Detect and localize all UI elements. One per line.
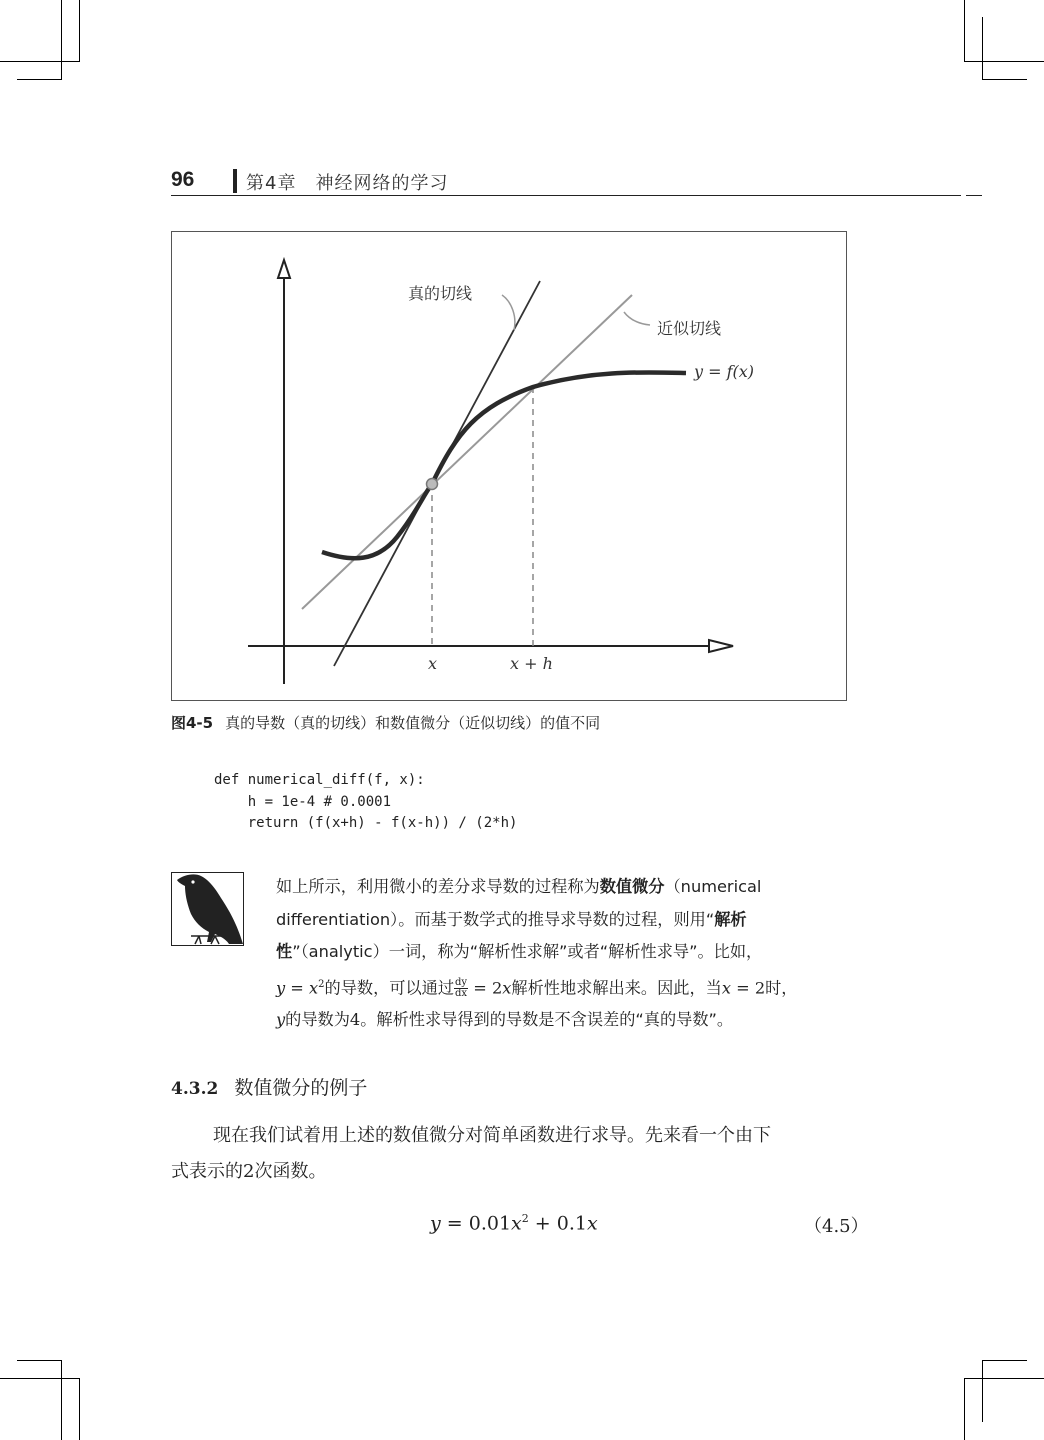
figure-4-5 <box>171 231 847 701</box>
approx-tangent-label: 近似切线 <box>657 319 722 338</box>
fraction-denominator: dx <box>455 987 468 999</box>
body-paragraph <box>171 1118 851 1190</box>
tick-label-x: x <box>428 654 438 673</box>
math: + 0.1 <box>528 1212 587 1235</box>
code-block <box>214 770 517 835</box>
crop-mark <box>17 79 62 80</box>
bold-term: 解析 <box>714 909 747 929</box>
text-run: 的导数为 <box>285 1010 350 1030</box>
math: = <box>285 977 310 997</box>
header-rule <box>171 195 961 196</box>
code-line: h = 1e-4 # 0.0001 <box>214 793 392 810</box>
text-run: 时， <box>765 977 798 997</box>
section-heading <box>171 1073 367 1100</box>
crop-mark <box>0 61 79 62</box>
math: x <box>721 977 731 997</box>
header-rule-end <box>966 195 982 196</box>
function-curve <box>322 372 686 558</box>
caption-text: 真的导数（真的切线）和数值微分（近似切线）的值不同 <box>225 714 601 732</box>
section-title: 数值微分的例子 <box>234 1077 368 1099</box>
equation-4-5 <box>430 1212 598 1234</box>
bold-term: 性 <box>276 942 293 961</box>
math: = 2 <box>468 977 503 997</box>
math: x <box>586 1212 598 1235</box>
body-line: 式表示的2次函数。 <box>171 1161 327 1182</box>
crop-mark <box>982 1360 1027 1361</box>
text-run: 如上所示，利用微小的差分求导数的过程称为 <box>276 877 600 896</box>
math: 4 <box>349 1010 361 1030</box>
crop-mark <box>61 1360 62 1440</box>
header-bar <box>233 169 237 193</box>
math: = 2 <box>730 977 766 997</box>
note-line <box>276 936 848 969</box>
crop-mark <box>964 0 965 62</box>
function-label: y = f(x) <box>694 362 755 381</box>
crop-mark <box>964 1378 965 1440</box>
text-run: 。解析性求导得到的导数是不含误差的“真的导数”。 <box>360 1010 734 1030</box>
crop-mark <box>982 17 983 79</box>
math: y <box>276 1010 286 1030</box>
note-line <box>276 969 848 1005</box>
crop-mark <box>17 1360 62 1361</box>
text-run: （numerical <box>664 877 762 896</box>
math: y <box>430 1212 441 1235</box>
text-run: 解析性地求解出来。因此，当 <box>511 977 722 997</box>
x-axis-arrow <box>709 640 733 652</box>
crop-mark <box>61 0 62 79</box>
note-line <box>276 1004 848 1037</box>
chapter-title: 第4章 神经网络的学习 <box>246 173 449 194</box>
true-tangent-label: 真的切线 <box>408 284 473 303</box>
math-exponent: 2 <box>521 1212 529 1225</box>
crow-note-icon <box>171 870 245 948</box>
fraction <box>454 978 468 999</box>
bold-term: 数值微分 <box>599 877 665 896</box>
tangent-point <box>427 479 438 490</box>
crop-mark <box>0 1378 79 1379</box>
note-line <box>276 871 848 904</box>
math: x <box>511 1212 522 1235</box>
true-tangent-leader <box>502 295 515 330</box>
crop-mark <box>982 1360 983 1422</box>
approximate-tangent-line <box>302 295 632 609</box>
body-line: 现在我们试着用上述的数值微分对简单函数进行求导。先来看一个由下 <box>213 1125 771 1146</box>
note-paragraph <box>276 871 848 1037</box>
crop-mark <box>79 1378 80 1440</box>
figure-number: 图4-5 <box>171 714 214 732</box>
crop-mark <box>964 61 1044 62</box>
math-exponent: 2 <box>318 978 325 990</box>
crop-mark <box>964 1378 1044 1379</box>
section-number: 4.3.2 <box>171 1079 219 1099</box>
note-line <box>276 904 848 937</box>
math: y <box>276 977 286 997</box>
running-header <box>171 166 961 196</box>
text-run: ”（analytic）一词，称为“解析性求解”或者“解析性求导”。比如， <box>292 942 763 961</box>
code-line: return (f(x+h) - f(x-h)) / (2*h) <box>214 815 518 831</box>
y-axis-arrow <box>278 260 290 278</box>
code-line: def numerical_diff(f, x): <box>214 772 425 788</box>
equation-number: （4.5） <box>804 1216 869 1237</box>
math: x <box>309 977 319 997</box>
math: = 0.01 <box>440 1212 512 1235</box>
figure-caption <box>171 712 600 733</box>
page-number: 96 <box>171 168 195 191</box>
derivative-figure <box>172 232 846 700</box>
tick-label-x-plus-h: x + h <box>510 654 553 673</box>
crop-mark <box>982 79 1027 80</box>
text-run: 的导数，可以通过 <box>324 977 455 997</box>
math: x <box>502 977 512 997</box>
crop-mark <box>79 0 80 62</box>
approx-tangent-leader <box>624 312 650 325</box>
fraction-numerator: dy <box>455 976 468 988</box>
text-run: differentiation）。而基于数学式的推导求导数的过程，则用“ <box>276 909 715 929</box>
